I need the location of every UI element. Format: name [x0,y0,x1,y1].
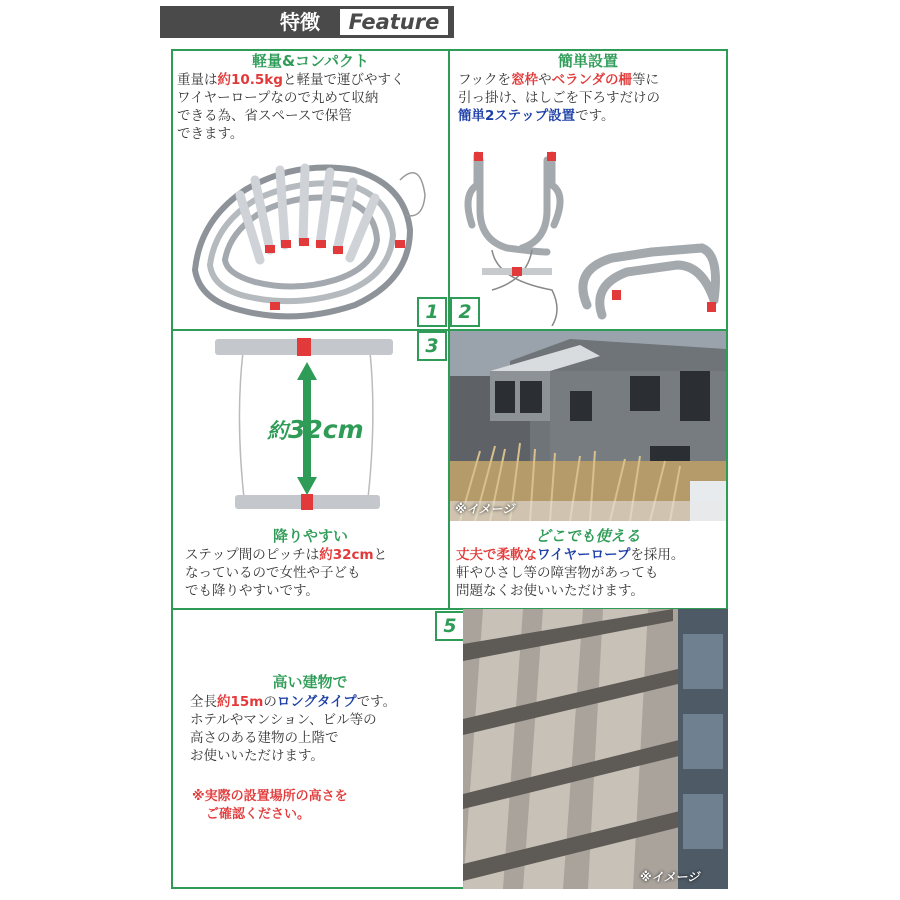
f4-text-2: 軒やひさし等の障害物があっても [456,565,659,581]
f4-image-label: ※イメージ [455,502,515,516]
feature-header [160,6,454,38]
measure-label: 約32cm [267,415,364,444]
house-photo [450,331,726,521]
f5-text-4: お使いいただけます。 [190,748,324,764]
f5-image-label: ※イメージ [640,870,700,884]
f1-text-3: できる為、省スペースで保管 [177,108,352,124]
f5-text-3: 高さのある建物の上階で [190,730,339,746]
f3-text-3: でも降りやすいです。 [185,583,319,599]
f1-text-4: できます。 [177,126,244,142]
badge-1: 1 [417,297,447,327]
badge-5: 5 [435,611,465,641]
f5-title: 高い建物で [272,673,348,691]
f4-text-1: 丈夫で柔軟なワイヤーロープを採用。 [456,547,685,563]
hook-images [452,140,726,326]
f3-text-1: ステップ間のピッチは約32cmと [185,547,388,563]
header-jp: 特徴 [280,10,320,34]
f1-title: 軽量&コンパクト [251,52,370,70]
f2-text-3: 簡単2ステップ設置です。 [458,108,615,124]
f3-text-2: なっているので女性や子ども [185,565,361,581]
f1-text-2: ワイヤーロープなので丸めて収納 [177,90,379,106]
f5-note-1: ※実際の設置場所の高さを [192,789,348,804]
badge-3: 3 [417,331,447,361]
f5-note-2: ご確認ください。 [206,807,311,822]
f4-text-3: 問題なくお使いいただけます。 [456,583,644,599]
f1-text-1: 重量は約10.5kgと軽量で運びやすく [177,72,405,88]
f2-text-2: 引っ掛け、はしごを下ろすだけの [458,90,660,106]
f3-title: 降りやすい [272,527,348,545]
f2-title: 簡単設置 [557,52,618,70]
f2-text-1: フックを窓枠やベランダの柵等に [458,72,660,88]
apartment-building-photo [463,609,728,889]
badge-2: 2 [450,297,480,327]
coiled-ladder-image [185,140,430,325]
ladder-step-diagram [205,332,405,522]
f4-title: どこでも使える [535,527,641,545]
header-en: Feature [340,9,448,35]
f5-text-1: 全長約15mのロングタイプです。 [190,694,397,710]
f5-text-2: ホテルやマンション、ビル等の [190,712,377,728]
